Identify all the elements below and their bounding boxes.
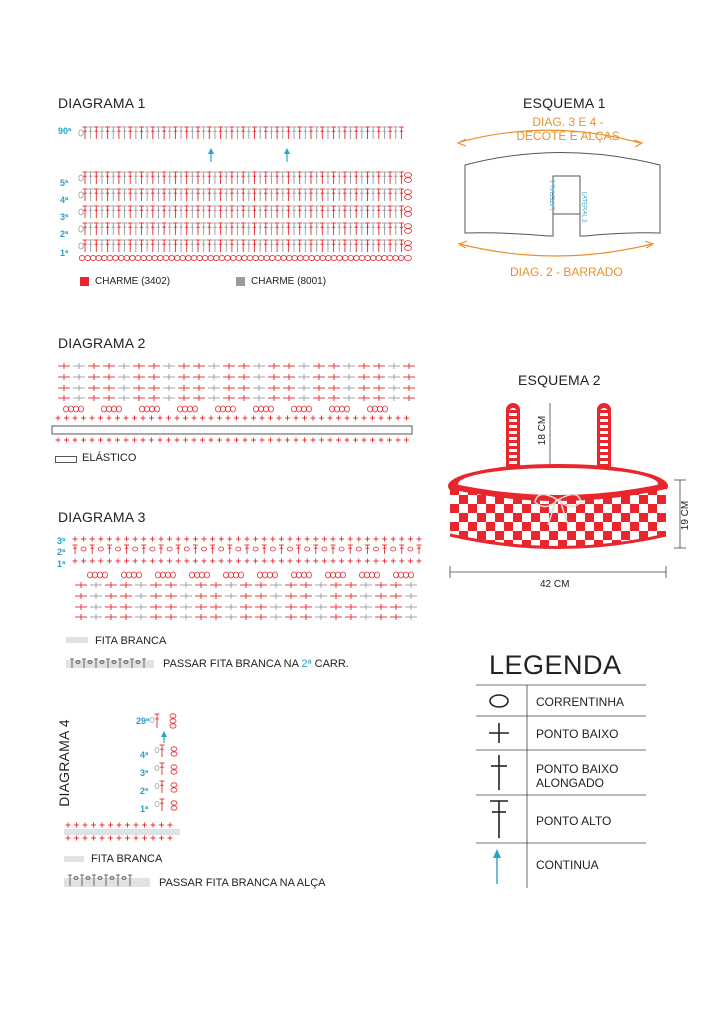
diagram1-title: DIAGRAMA 1 [58, 95, 146, 111]
diagram3-pass-prefix: PASSAR FITA BRANCA NA [163, 658, 302, 670]
diagram3-pass-suffix: CARR. [311, 658, 349, 670]
diagram4-title: DIAGRAMA 4 [55, 719, 72, 807]
diagram3-pass-row: 2ª [301, 658, 312, 670]
diagram1-row-3: 3ª [60, 212, 69, 222]
esquema1-bottom-label: DIAG. 2 - BARRADO [510, 265, 623, 279]
esquema2-width: 42 CM [540, 579, 570, 590]
diagram4-row-2: 2ª [140, 786, 149, 796]
continue-arrow-icon [493, 849, 501, 884]
elastico-label: ELÁSTICO [82, 452, 137, 464]
diagram3-fita-label: FITA BRANCA [95, 635, 167, 647]
diagram4-fita-label: FITA BRANCA [91, 853, 163, 865]
esquema1-lateral1: LATERAL 1 [550, 179, 557, 211]
diagram4-pass-label: PASSAR FITA BRANCA NA ALÇA [159, 877, 326, 889]
esquema1-top-label-line1: DIAG. 3 E 4 - [532, 115, 604, 129]
esquema2-title: ESQUEMA 2 [518, 372, 601, 388]
double-crochet-icon [490, 801, 508, 838]
esquema1-top-label-line2: DECOTE E ALÇAS [516, 129, 620, 143]
elongated-single-crochet-icon [491, 755, 507, 790]
diagram4-row-3: 3ª [140, 768, 149, 778]
single-crochet-icon [489, 723, 509, 743]
diagram2-title: DIAGRAMA 2 [58, 335, 146, 351]
diagram1-row-5: 5ª [60, 178, 69, 188]
legenda-label-pba-line1: PONTO BAIXO [536, 762, 619, 776]
esquema1-lateral2: LATERAL 2 [580, 191, 587, 223]
diagram1-row-2: 2ª [60, 229, 69, 239]
diagram1-row-4: 4ª [60, 195, 69, 205]
legenda-label-ponto-baixo: PONTO BAIXO [536, 727, 619, 741]
chain-icon [490, 695, 508, 707]
diagram4-row-29: 29ª [136, 716, 150, 726]
legenda-label-ponto-alto: PONTO ALTO [536, 814, 612, 828]
legenda-label-correntinha: CORRENTINHA [536, 695, 625, 709]
legenda-label-continua: CONTINUA [536, 858, 599, 872]
diagram3-row-3: 3ª [57, 536, 66, 546]
legenda-label-pba-line2: ALONGADO [536, 776, 605, 790]
diagram4-row-1: 1ª [140, 804, 149, 814]
esquema2-body-height: 19 CM [680, 500, 692, 531]
esquema2-strap-height: 18 CM [537, 415, 549, 446]
esquema1-title: ESQUEMA 1 [523, 95, 606, 111]
charme-8001-label: CHARME (8001) [251, 276, 327, 287]
diagram1-row-90: 90ª [58, 126, 72, 136]
diagram1-row-1: 1ª [60, 248, 69, 258]
diagram3-row-2: 2ª [57, 547, 66, 557]
charme-3402-label: CHARME (3402) [95, 276, 171, 287]
legenda-label-ponto-baixo-alongado [536, 762, 618, 790]
diagram3-row-1: 1ª [57, 559, 66, 569]
diagram3-title: DIAGRAMA 3 [58, 509, 146, 525]
diagram4-row-4: 4ª [140, 750, 149, 760]
legenda-title: LEGENDA [489, 650, 622, 680]
